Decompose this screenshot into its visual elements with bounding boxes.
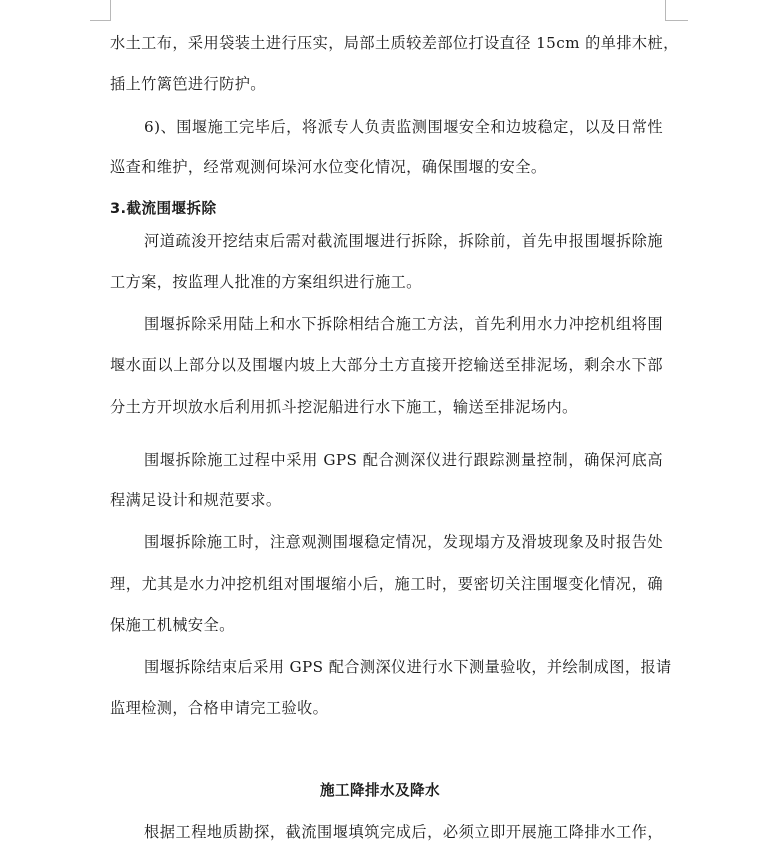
body-line: 围堰拆除施工过程中采用 GPS 配合测深仪进行跟踪测量控制，确保河底高 [144, 451, 663, 469]
body-line: 堰水面以上部分以及围堰内坡上大部分土方直接开挖输送至排泥场，剩余水下部 [110, 356, 663, 374]
body-line: 保施工机械安全。 [110, 616, 235, 634]
body-line: 程满足设计和规范要求。 [110, 491, 282, 509]
body-line: 围堰拆除采用陆上和水下拆除相结合施工方法，首先利用水力冲挖机组将围 [144, 315, 663, 333]
page-corner-mark-right [665, 0, 688, 21]
body-line: 根据工程地质勘探，截流围堰填筑完成后，必须立即开展施工降排水工作， [144, 823, 663, 841]
body-line: 围堰拆除施工时，注意观测围堰稳定情况，发现塌方及滑坡现象及时报告处 [144, 533, 663, 551]
section-heading: 3.截流围堰拆除 [110, 200, 217, 217]
body-line: 水土工布，采用袋装土进行压实，局部土质较差部位打设直径 15cm 的单排木桩， [110, 34, 679, 52]
body-line: 理，尤其是水力冲挖机组对围堰缩小后，施工时，要密切关注围堰变化情况，确 [110, 575, 663, 593]
body-line: 工方案，按监理人批准的方案组织进行施工。 [110, 273, 422, 291]
body-line: 巡查和维护，经常观测何垛河水位变化情况，确保围堰的安全。 [110, 158, 547, 176]
page-corner-mark-left [90, 0, 111, 21]
body-line: 围堰拆除结束后采用 GPS 配合测深仪进行水下测量验收，并绘制成图，报请 [144, 658, 672, 676]
body-line: 6)、围堰施工完毕后，将派专人负责监测围堰安全和边坡稳定，以及日常性 [144, 118, 663, 136]
body-line: 河道疏浚开挖结束后需对截流围堰进行拆除，拆除前，首先申报围堰拆除施 [144, 232, 663, 250]
body-line: 监理检测，合格申请完工验收。 [110, 699, 329, 717]
section-title: 施工降排水及降水 [320, 782, 440, 799]
body-line: 插上竹篱笆进行防护。 [110, 75, 266, 93]
body-line: 分土方开坝放水后利用抓斗挖泥船进行水下施工，输送至排泥场内。 [110, 398, 578, 416]
